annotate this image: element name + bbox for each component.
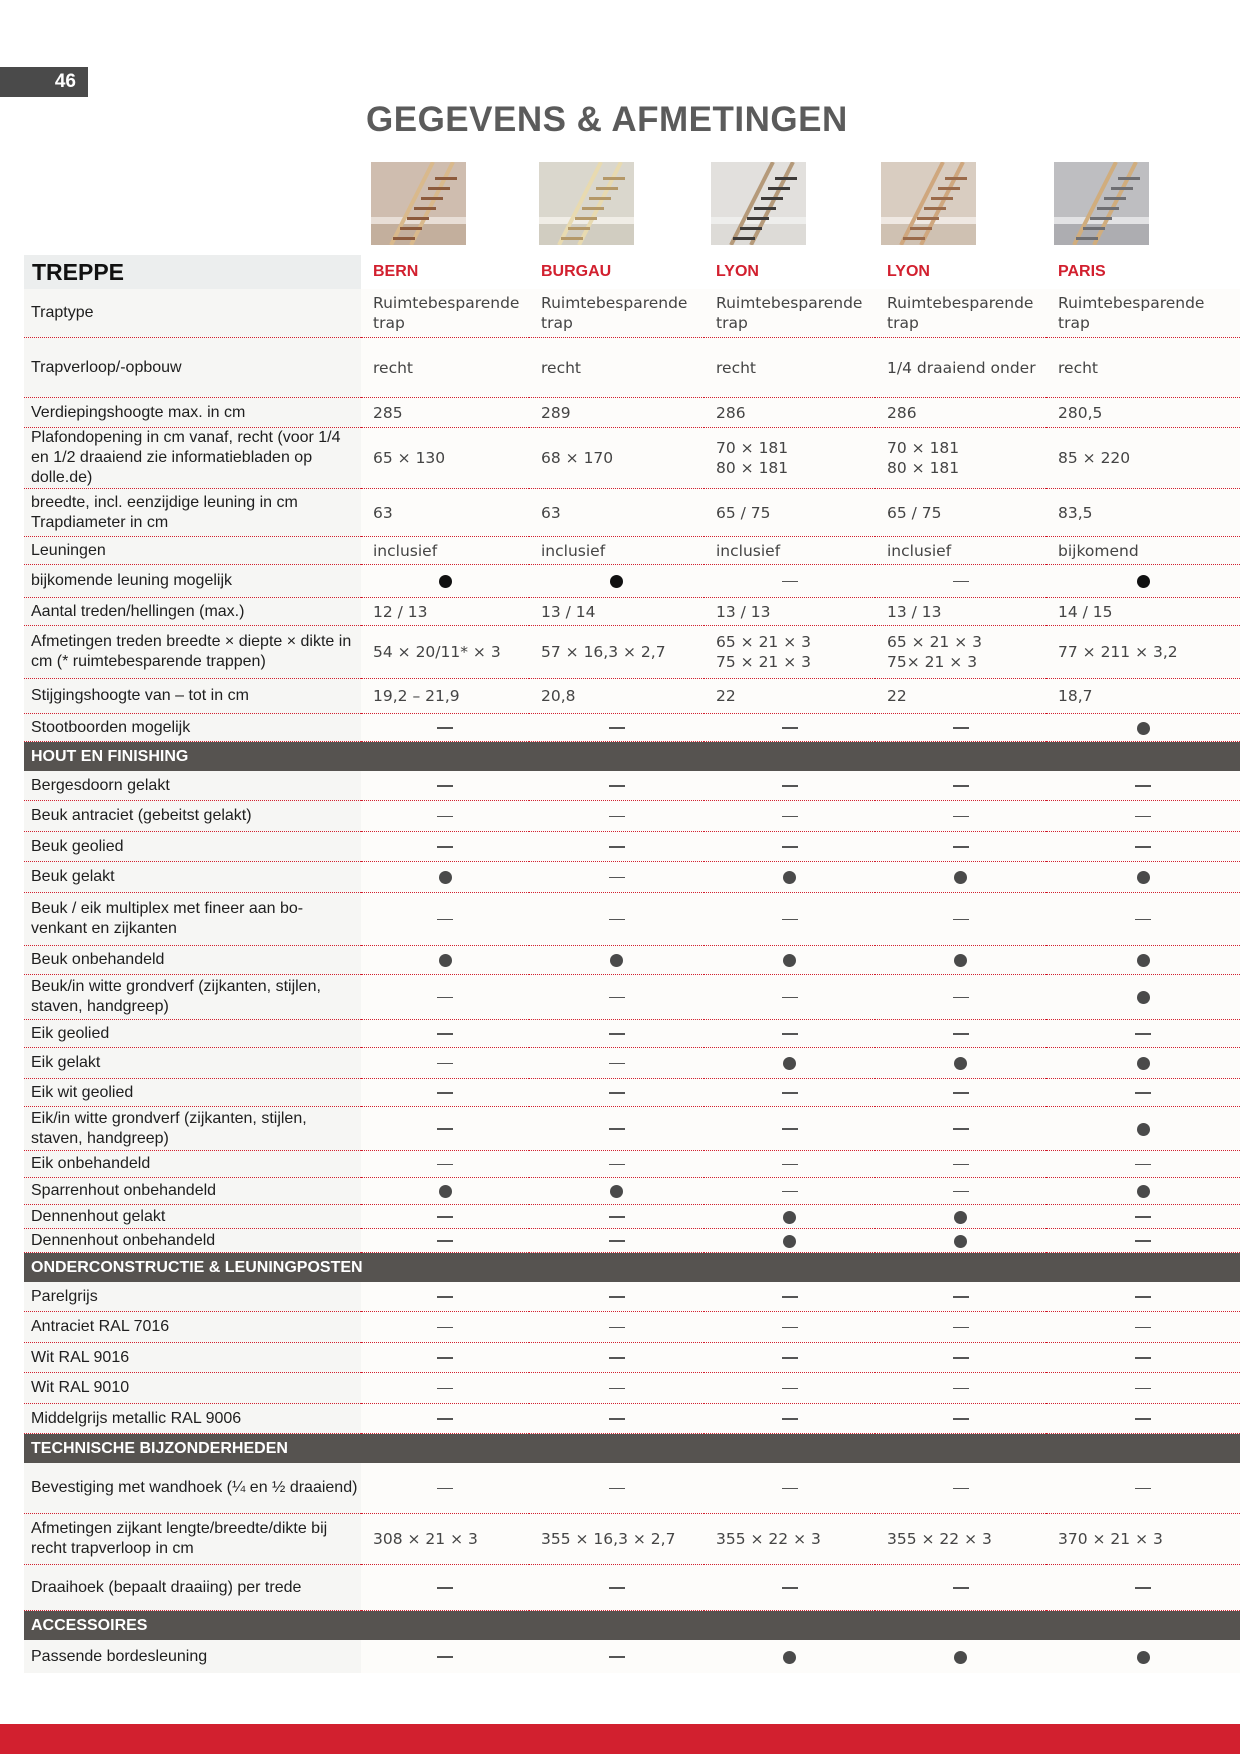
available-dot-icon — [783, 1651, 796, 1664]
not-available-dash — [953, 1388, 969, 1390]
not-available-dash — [609, 1092, 625, 1094]
not-available-dash — [609, 1357, 625, 1359]
available-dot-icon — [783, 871, 796, 884]
table-row — [24, 1107, 1240, 1151]
not-available-dash — [1135, 1216, 1151, 1218]
spec-value: 13 / 13 — [704, 598, 875, 626]
spec-value: Ruimtebesparende trap — [1046, 289, 1240, 338]
not-available-dash — [782, 846, 798, 848]
not-available-dash — [1135, 785, 1151, 787]
not-available-dash — [437, 816, 453, 818]
available-dot-icon — [1137, 1057, 1150, 1070]
not-available-dash — [953, 1033, 969, 1035]
table-row — [24, 1151, 1240, 1178]
not-available-dash — [953, 919, 969, 921]
not-available-dash — [437, 997, 453, 999]
not-available-dash — [609, 1418, 625, 1420]
table-row — [24, 1205, 1240, 1229]
not-available-dash — [953, 1327, 969, 1329]
model-name: PARIS — [1058, 263, 1106, 280]
spec-value: 65 × 21 × 3 75× 21 × 3 — [875, 626, 1046, 679]
not-available-dash — [437, 1240, 453, 1242]
spec-value: recht — [1046, 338, 1240, 398]
not-available-dash — [437, 1063, 453, 1065]
row-label: Draaihoek (bepaalt draaiing) per trede — [24, 1565, 361, 1611]
not-available-dash — [609, 846, 625, 848]
not-available-dash — [609, 919, 625, 921]
not-available-dash — [609, 1128, 625, 1130]
not-available-dash — [609, 1388, 625, 1390]
section-header — [24, 742, 1240, 772]
spec-value: inclusief — [875, 537, 1046, 565]
not-available-dash — [437, 727, 453, 729]
table-row — [24, 565, 1240, 598]
section-title: TECHNISCHE BIJZONDERHEDEN — [24, 1434, 1240, 1464]
not-available-dash — [609, 1587, 625, 1589]
not-available-dash — [782, 785, 798, 787]
section-header — [24, 1253, 1240, 1283]
row-label: Beuk onbehandeld — [24, 946, 361, 975]
not-available-dash — [437, 1327, 453, 1329]
not-available-dash — [782, 919, 798, 921]
spec-value: 65 / 75 — [704, 489, 875, 537]
not-available-dash — [1135, 1033, 1151, 1035]
not-available-dash — [437, 785, 453, 787]
bern-staircase-photo — [371, 162, 466, 245]
spec-value: 20,8 — [529, 679, 704, 714]
row-label: Dennenhout gelakt — [24, 1205, 361, 1229]
spec-value: inclusief — [361, 537, 529, 565]
row-label: Beuk geolied — [24, 832, 361, 862]
spec-value: 286 — [704, 398, 875, 428]
spec-value: 63 — [529, 489, 704, 537]
spec-value: 57 × 16,3 × 2,7 — [529, 626, 704, 679]
row-label: Beuk gelakt — [24, 862, 361, 893]
table-header-row — [24, 255, 1240, 289]
spec-value: 22 — [704, 679, 875, 714]
spec-value: Ruimtebesparende trap — [875, 289, 1046, 338]
not-available-dash — [437, 1488, 453, 1490]
available-dot-icon — [1137, 575, 1150, 588]
available-dot-icon — [439, 954, 452, 967]
not-available-dash — [609, 1240, 625, 1242]
not-available-dash — [609, 1164, 625, 1166]
spec-value: 19,2 – 21,9 — [361, 679, 529, 714]
spec-value: recht — [529, 338, 704, 398]
table-row — [24, 1178, 1240, 1205]
row-label: Bergesdoorn gelakt — [24, 771, 361, 801]
table-row — [24, 537, 1240, 565]
section-title: ACCESSOIRES — [24, 1611, 1240, 1641]
available-dot-icon — [439, 1185, 452, 1198]
row-label: bijkomende leuning mogelijk — [24, 565, 361, 598]
not-available-dash — [953, 1092, 969, 1094]
table-row — [24, 975, 1240, 1020]
row-label: Middelgrijs metallic RAL 9006 — [24, 1404, 361, 1434]
row-label: Dennenhout onbehandeld — [24, 1229, 361, 1253]
spec-value: 68 × 170 — [529, 428, 704, 489]
table-row — [24, 1640, 1240, 1673]
page-title: GEGEVENS & AFMETINGEN — [366, 100, 848, 139]
spec-value: 355 × 22 × 3 — [875, 1514, 1046, 1565]
spec-value: 370 × 21 × 3 — [1046, 1514, 1240, 1565]
not-available-dash — [609, 727, 625, 729]
not-available-dash — [1135, 1164, 1151, 1166]
row-label: Wit RAL 9010 — [24, 1373, 361, 1404]
table-row — [24, 1020, 1240, 1048]
spec-value: 22 — [875, 679, 1046, 714]
available-dot-icon — [954, 1211, 967, 1224]
not-available-dash — [782, 816, 798, 818]
model-name: LYON — [887, 263, 930, 280]
row-label: Aantal treden/hellingen (max.) — [24, 598, 361, 626]
row-label: Afmetingen treden breedte × diepte × dikte in cm (* ruimtebesparende trappen) — [24, 626, 361, 679]
not-available-dash — [437, 1164, 453, 1166]
not-available-dash — [1135, 1357, 1151, 1359]
available-dot-icon — [1137, 1651, 1150, 1664]
available-dot-icon — [1137, 991, 1150, 1004]
not-available-dash — [953, 581, 969, 583]
spec-value: 355 × 22 × 3 — [704, 1514, 875, 1565]
table-row — [24, 428, 1240, 489]
row-label: Antraciet RAL 7016 — [24, 1312, 361, 1343]
not-available-dash — [782, 1128, 798, 1130]
spec-value: 77 × 211 × 3,2 — [1046, 626, 1240, 679]
not-available-dash — [1135, 1587, 1151, 1589]
table-row — [24, 626, 1240, 679]
not-available-dash — [953, 1418, 969, 1420]
spec-value: 83,5 — [1046, 489, 1240, 537]
not-available-dash — [953, 846, 969, 848]
available-dot-icon — [783, 1235, 796, 1248]
not-available-dash — [609, 1488, 625, 1490]
table-row — [24, 801, 1240, 832]
spec-value: inclusief — [704, 537, 875, 565]
spec-value: 18,7 — [1046, 679, 1240, 714]
section-header — [24, 1611, 1240, 1641]
table-title: TREPPE — [24, 255, 361, 289]
available-dot-icon — [1137, 1185, 1150, 1198]
row-label: Wit RAL 9016 — [24, 1343, 361, 1373]
spec-value: bijkomend — [1046, 537, 1240, 565]
table-row — [24, 1404, 1240, 1434]
not-available-dash — [609, 1296, 625, 1298]
not-available-dash — [782, 727, 798, 729]
row-label: Afmetingen zijkant lengte/breedte/dikte bij recht trapverloop in cm — [24, 1514, 361, 1565]
available-dot-icon — [954, 1651, 967, 1664]
not-available-dash — [782, 1388, 798, 1390]
spec-value: Ruimtebesparende trap — [361, 289, 529, 338]
spec-value: 12 / 13 — [361, 598, 529, 626]
lyon-staircase-photo — [711, 162, 806, 245]
not-available-dash — [782, 581, 798, 583]
available-dot-icon — [439, 871, 452, 884]
table-row — [24, 893, 1240, 946]
spec-value: 65 × 130 — [361, 428, 529, 489]
spec-value: 355 × 16,3 × 2,7 — [529, 1514, 704, 1565]
not-available-dash — [782, 1357, 798, 1359]
row-label: Verdiepingshoogte max. in cm — [24, 398, 361, 428]
table-row — [24, 1343, 1240, 1373]
not-available-dash — [609, 997, 625, 999]
spec-value: 54 × 20/11* × 3 — [361, 626, 529, 679]
spec-value: 286 — [875, 398, 1046, 428]
row-label: breedte, incl. eenzijdige leuning in cm Trapdiameter in cm — [24, 489, 361, 537]
not-available-dash — [437, 1092, 453, 1094]
row-label: Beuk / eik multiplex met fineer aan bo- venkant en zijkanten — [24, 893, 361, 946]
spec-value: 70 × 181 80 × 181 — [704, 428, 875, 489]
row-label: Beuk/in witte grondverf (zijkanten, stijlen, staven, handgreep) — [24, 975, 361, 1020]
not-available-dash — [782, 997, 798, 999]
burgau-staircase-photo — [539, 162, 634, 245]
not-available-dash — [953, 727, 969, 729]
available-dot-icon — [954, 1057, 967, 1070]
not-available-dash — [1135, 816, 1151, 818]
section-header — [24, 1434, 1240, 1464]
row-label: Bevestiging met wandhoek (¼ en ½ draaiend) — [24, 1463, 361, 1514]
not-available-dash — [953, 1587, 969, 1589]
available-dot-icon — [610, 575, 623, 588]
spec-value: 85 × 220 — [1046, 428, 1240, 489]
not-available-dash — [782, 1191, 798, 1193]
spec-value: 1/4 draaiend onder — [875, 338, 1046, 398]
not-available-dash — [953, 1128, 969, 1130]
not-available-dash — [782, 1296, 798, 1298]
model-name: BERN — [373, 263, 419, 280]
specification-table — [24, 255, 1240, 1673]
not-available-dash — [1135, 1327, 1151, 1329]
footer-bar — [0, 1724, 1240, 1754]
row-label: Eik/in witte grondverf (zijkanten, stijlen, staven, handgreep) — [24, 1107, 361, 1151]
not-available-dash — [953, 1296, 969, 1298]
row-label: Eik gelakt — [24, 1048, 361, 1079]
available-dot-icon — [610, 954, 623, 967]
available-dot-icon — [954, 871, 967, 884]
available-dot-icon — [783, 1057, 796, 1070]
not-available-dash — [953, 1164, 969, 1166]
spec-value: 13 / 14 — [529, 598, 704, 626]
available-dot-icon — [610, 1185, 623, 1198]
table-row — [24, 862, 1240, 893]
spec-value: 70 × 181 80 × 181 — [875, 428, 1046, 489]
table-row — [24, 1048, 1240, 1079]
not-available-dash — [953, 816, 969, 818]
spec-value: 14 / 15 — [1046, 598, 1240, 626]
not-available-dash — [437, 1418, 453, 1420]
not-available-dash — [437, 846, 453, 848]
table-row — [24, 598, 1240, 626]
section-title: HOUT EN FINISHING — [24, 742, 1240, 772]
spec-value: 280,5 — [1046, 398, 1240, 428]
not-available-dash — [1135, 846, 1151, 848]
not-available-dash — [782, 1587, 798, 1589]
not-available-dash — [437, 1033, 453, 1035]
not-available-dash — [782, 1092, 798, 1094]
row-label: Sparrenhout onbehandeld — [24, 1178, 361, 1205]
spec-value: recht — [361, 338, 529, 398]
not-available-dash — [1135, 1488, 1151, 1490]
not-available-dash — [609, 1327, 625, 1329]
not-available-dash — [609, 1216, 625, 1218]
section-title: ONDERCONSTRUCTIE & LEUNINGPOSTEN — [24, 1253, 1240, 1283]
not-available-dash — [1135, 919, 1151, 921]
spec-value: recht — [704, 338, 875, 398]
table-row — [24, 1373, 1240, 1404]
page-number: 46 — [0, 67, 88, 97]
not-available-dash — [609, 1063, 625, 1065]
row-label: Traptype — [24, 289, 361, 338]
table-row — [24, 946, 1240, 975]
spec-value: 289 — [529, 398, 704, 428]
table-row — [24, 832, 1240, 862]
not-available-dash — [609, 1033, 625, 1035]
not-available-dash — [437, 1216, 453, 1218]
available-dot-icon — [439, 575, 452, 588]
not-available-dash — [609, 816, 625, 818]
spec-value: 285 — [361, 398, 529, 428]
available-dot-icon — [1137, 954, 1150, 967]
table-row — [24, 398, 1240, 428]
table-row — [24, 1514, 1240, 1565]
not-available-dash — [437, 1656, 453, 1658]
table-row — [24, 771, 1240, 801]
spec-value: 13 / 13 — [875, 598, 1046, 626]
table-row — [24, 1079, 1240, 1107]
spec-value: 65 / 75 — [875, 489, 1046, 537]
spec-value: 65 × 21 × 3 75 × 21 × 3 — [704, 626, 875, 679]
row-label: Trapverloop/-opbouw — [24, 338, 361, 398]
row-label: Beuk antraciet (gebeitst gelakt) — [24, 801, 361, 832]
row-label: Passende bordesleuning — [24, 1640, 361, 1673]
row-label: Stijgingshoogte van – tot in cm — [24, 679, 361, 714]
table-row — [24, 1282, 1240, 1312]
not-available-dash — [437, 1357, 453, 1359]
row-label: Stootboorden mogelijk — [24, 714, 361, 742]
not-available-dash — [609, 785, 625, 787]
table-row — [24, 1312, 1240, 1343]
not-available-dash — [953, 997, 969, 999]
available-dot-icon — [954, 954, 967, 967]
spec-value: inclusief — [529, 537, 704, 565]
table-row — [24, 679, 1240, 714]
not-available-dash — [953, 785, 969, 787]
available-dot-icon — [1137, 722, 1150, 735]
not-available-dash — [953, 1191, 969, 1193]
not-available-dash — [782, 1164, 798, 1166]
not-available-dash — [609, 1656, 625, 1658]
not-available-dash — [1135, 1092, 1151, 1094]
not-available-dash — [437, 919, 453, 921]
spec-value: Ruimtebesparende trap — [704, 289, 875, 338]
row-label: Eik wit geolied — [24, 1079, 361, 1107]
table-row — [24, 714, 1240, 742]
not-available-dash — [1135, 1240, 1151, 1242]
not-available-dash — [1135, 1418, 1151, 1420]
paris-staircase-photo — [1054, 162, 1149, 245]
table-row — [24, 338, 1240, 398]
available-dot-icon — [954, 1235, 967, 1248]
not-available-dash — [782, 1033, 798, 1035]
not-available-dash — [1135, 1296, 1151, 1298]
row-label: Plafondopening in cm vanaf, recht (voor 1/4 en 1/2 draaiend zie informatiebladen op dolle.de) — [24, 428, 361, 489]
spec-value: Ruimtebesparende trap — [529, 289, 704, 338]
available-dot-icon — [783, 954, 796, 967]
not-available-dash — [953, 1488, 969, 1490]
table-row — [24, 1463, 1240, 1514]
available-dot-icon — [783, 1211, 796, 1224]
model-name: LYON — [716, 263, 759, 280]
not-available-dash — [953, 1357, 969, 1359]
table-row — [24, 489, 1240, 537]
not-available-dash — [782, 1418, 798, 1420]
table-row — [24, 1229, 1240, 1253]
not-available-dash — [437, 1388, 453, 1390]
not-available-dash — [1135, 1388, 1151, 1390]
row-label: Leuningen — [24, 537, 361, 565]
not-available-dash — [782, 1488, 798, 1490]
available-dot-icon — [1137, 1123, 1150, 1136]
model-name: BURGAU — [541, 263, 612, 280]
row-label: Eik onbehandeld — [24, 1151, 361, 1178]
row-label: Eik geolied — [24, 1020, 361, 1048]
spec-value: 63 — [361, 489, 529, 537]
not-available-dash — [437, 1128, 453, 1130]
lyon-staircase-photo — [881, 162, 976, 245]
not-available-dash — [437, 1296, 453, 1298]
not-available-dash — [609, 877, 625, 879]
not-available-dash — [437, 1587, 453, 1589]
table-row — [24, 289, 1240, 338]
row-label: Parelgrijs — [24, 1282, 361, 1312]
available-dot-icon — [1137, 871, 1150, 884]
spec-value: 308 × 21 × 3 — [361, 1514, 529, 1565]
not-available-dash — [782, 1327, 798, 1329]
table-row — [24, 1565, 1240, 1611]
